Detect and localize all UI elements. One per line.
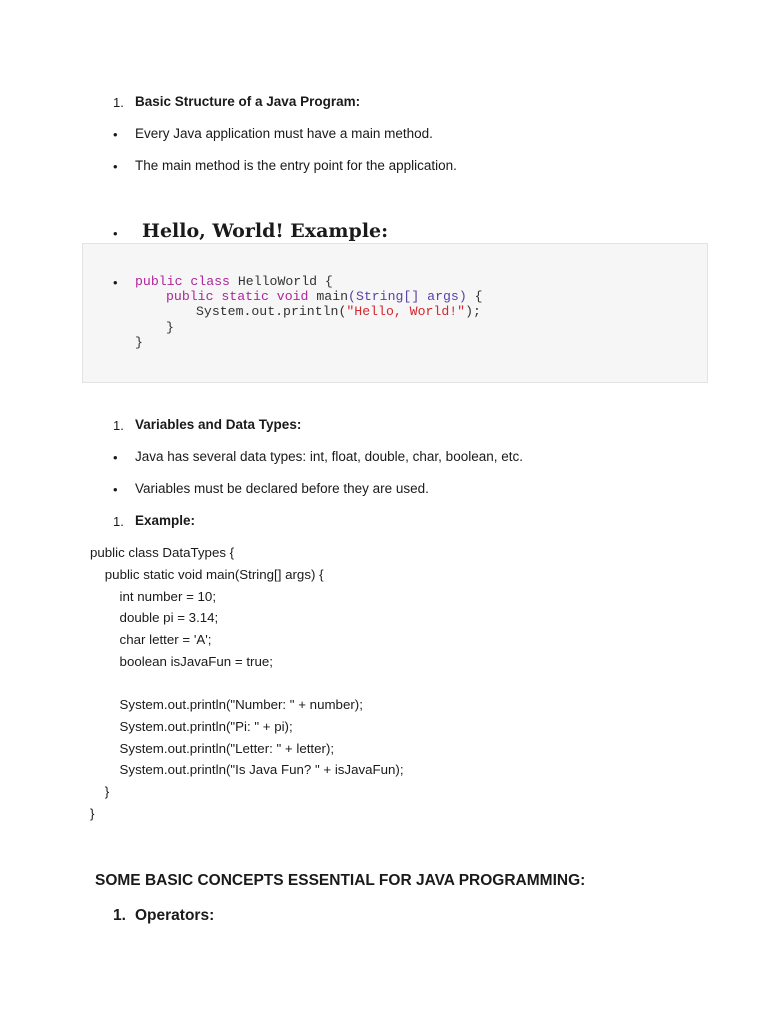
bullet-glyph: • (113, 127, 118, 142)
code-signature: (String[] args) (348, 289, 467, 304)
code-line (196, 304, 481, 319)
code-line (166, 289, 483, 304)
code-string: "Hello, World!" (346, 304, 466, 319)
example-heading: Hello, World! Example: (142, 220, 389, 242)
code-line: int number = 10; (90, 589, 217, 604)
code-keyword: public class (135, 274, 230, 289)
section-title: Basic Structure of a Java Program: (135, 94, 361, 109)
code-line: } (90, 806, 95, 821)
code-line: } (90, 784, 110, 799)
code-text: System.out.println( (196, 304, 347, 319)
bullet-glyph: • (113, 275, 118, 290)
concepts-heading: SOME BASIC CONCEPTS ESSENTIAL FOR JAVA PROGRAMMING: (95, 872, 586, 889)
list-number: 1. (113, 418, 124, 433)
section-title: Example: (135, 513, 196, 528)
code-line: System.out.println("Is Java Fun? " + isJavaFun); (90, 762, 404, 777)
section-title: Operators: (135, 907, 215, 924)
list-item: Java has several data types: int, float, double, char, boolean, etc. (135, 449, 523, 464)
list-item: Variables must be declared before they are used. (135, 481, 429, 496)
bullet-glyph: • (113, 482, 118, 497)
code-line: boolean isJavaFun = true; (90, 654, 273, 669)
code-line: char letter = 'A'; (90, 632, 212, 647)
code-text: { (466, 289, 483, 304)
list-number: 1. (113, 514, 124, 529)
list-item: Every Java application must have a main method. (135, 126, 433, 141)
code-line: System.out.println("Pi: " + pi); (90, 719, 293, 734)
code-line: System.out.println("Letter: " + letter); (90, 741, 335, 756)
code-text: ); (465, 304, 481, 319)
code-line (135, 274, 333, 289)
list-number: 1. (113, 907, 126, 924)
code-line: } (135, 335, 143, 350)
code-line: public class DataTypes { (90, 545, 235, 560)
code-keyword: public static void (166, 289, 309, 304)
list-number: 1. (113, 95, 124, 110)
bullet-glyph: • (113, 226, 118, 241)
code-line: public static void main(String[] args) { (90, 567, 324, 582)
code-line: } (166, 320, 174, 335)
code-text: HelloWorld { (229, 274, 333, 289)
code-text: main (308, 289, 349, 304)
list-item: The main method is the entry point for the application. (135, 158, 457, 173)
code-line: System.out.println("Number: " + number); (90, 697, 363, 712)
code-line: double pi = 3.14; (90, 610, 219, 625)
bullet-glyph: • (113, 450, 118, 465)
section-title: Variables and Data Types: (135, 417, 302, 432)
bullet-glyph: • (113, 159, 118, 174)
